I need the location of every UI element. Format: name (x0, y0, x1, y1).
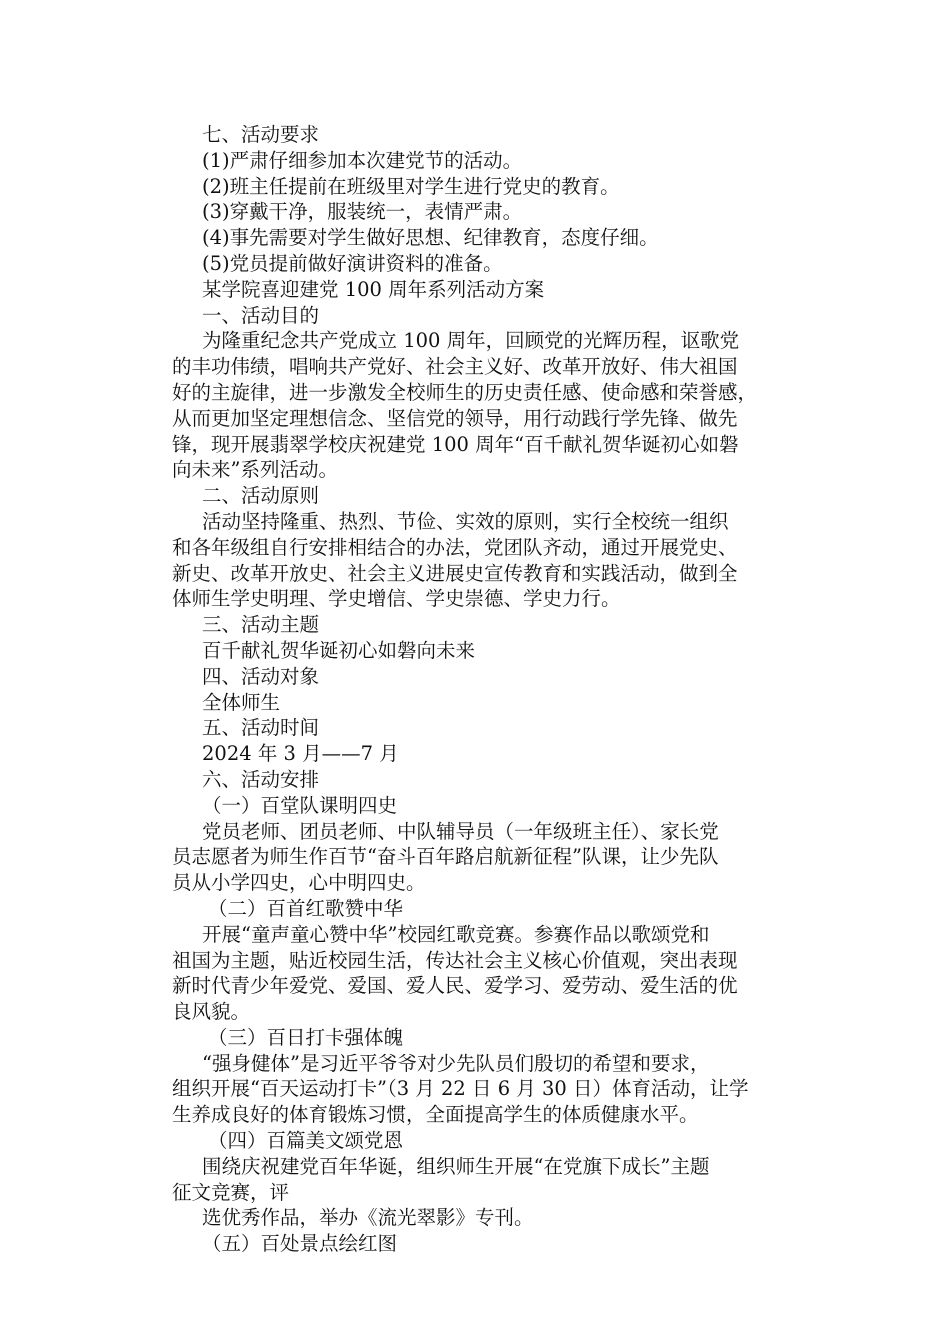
document-line: 员从小学四史，心中明四史。 (172, 871, 426, 895)
document-line: 锋，现开展翡翠学校庆祝建党 100 周年“百千献礼贺华诞初心如磐 (172, 432, 739, 456)
document-line: “强身健体”是习近平爷爷对少先队员们殷切的希望和要求， (202, 1051, 710, 1075)
document-line: 征文竞赛，评 (172, 1180, 290, 1204)
document-line: （五）百处景点绘红图 (202, 1232, 398, 1256)
document-line: (2)班主任提前在班级里对学生进行党史的教育。 (202, 174, 620, 198)
document-line: (5)党员提前做好演讲资料的准备。 (202, 251, 503, 275)
document-line: 三、活动主题 (202, 613, 320, 637)
document-line: 一、活动目的 (202, 303, 320, 327)
document-line: 二、活动原则 (202, 484, 320, 508)
document-line: 的丰功伟绩，唱响共产党好、社会主义好、改革开放好、伟大祖国 (172, 355, 738, 379)
document-line: （三）百日打卡强体魄 (208, 1025, 404, 1049)
document-line: 六、活动安排 (202, 767, 320, 791)
document-line: 体师生学史明理、学史增信、学史崇德、学史力行。 (172, 587, 621, 611)
document-line: (1)严肃仔细参加本次建党节的活动。 (202, 148, 523, 172)
document-line: 全体师生 (202, 690, 281, 714)
document-line: 围绕庆祝建党百年华诞，组织师生开展“在党旗下成长”主题 (202, 1154, 710, 1178)
document-line: 党员老师、团员老师、中队辅导员（一年级班主任）、家长党 (202, 819, 719, 843)
document-line: 选优秀作品，举办《流光翠影》专刊。 (202, 1206, 534, 1230)
document-line: 2024 年 3 月——7 月 (202, 742, 399, 766)
document-line: 五、活动时间 (202, 716, 320, 740)
document-line: （二）百首红歌赞中华 (208, 896, 404, 920)
document-line: 良风貌。 (172, 1000, 251, 1024)
document-line: 新时代青少年爱党、爱国、爱人民、爱学习、爱劳动、爱生活的优 (172, 974, 738, 998)
document-body (172, 122, 822, 1257)
document-line: 好的主旋律，进一步激发全校师生的历史责任感、使命感和荣誉感， (172, 380, 758, 404)
document-line: 祖国为主题，贴近校园生活，传达社会主义核心价值观，突出表现 (172, 948, 738, 972)
document-line: 七、活动要求 (202, 123, 320, 146)
document-line: 组织开展“百天运动打卡”（3 月 22 日 6 月 30 日）体育活动，让学 (172, 1077, 749, 1101)
document-line: （四）百篇美文颂党恩 (208, 1129, 404, 1153)
document-line: 从而更加坚定理想信念、坚信党的领导，用行动践行学先锋、做先 (172, 406, 738, 430)
document-line: 向未来”系列活动。 (172, 458, 338, 482)
document-line: 新史、改革开放史、社会主义进展史宣传教育和实践活动，做到全 (172, 561, 738, 585)
document-line: 活动坚持隆重、热烈、节俭、实效的原则，实行全校统一组织 (202, 509, 729, 533)
document-line: (4)事先需要对学生做好思想、纪律教育，态度仔细。 (202, 226, 659, 250)
document-line: 生养成良好的体育锻炼习惯，全面提高学生的体质健康水平。 (172, 1103, 699, 1127)
document-line: 开展“童声童心赞中华”校园红歌竞赛。参赛作品以歌颂党和 (202, 922, 710, 946)
document-line: 百千献礼贺华诞初心如磐向未来 (202, 638, 476, 662)
document-line: 四、活动对象 (202, 664, 320, 688)
document-line: 和各年级组自行安排相结合的办法，党团队齐动，通过开展党史、 (172, 535, 738, 559)
document-line: 员志愿者为师生作百节“奋斗百年路启航新征程”队课，让少先队 (172, 845, 719, 869)
document-line: 为隆重纪念共产党成立 100 周年，回顾党的光辉历程，讴歌党 (202, 329, 740, 353)
document-line: （一）百堂队课明四史 (202, 793, 398, 817)
document-line: 某学院喜迎建党 100 周年系列活动方案 (202, 277, 545, 301)
document-line: (3)穿戴干净，服装统一，表情严肃。 (202, 200, 523, 224)
